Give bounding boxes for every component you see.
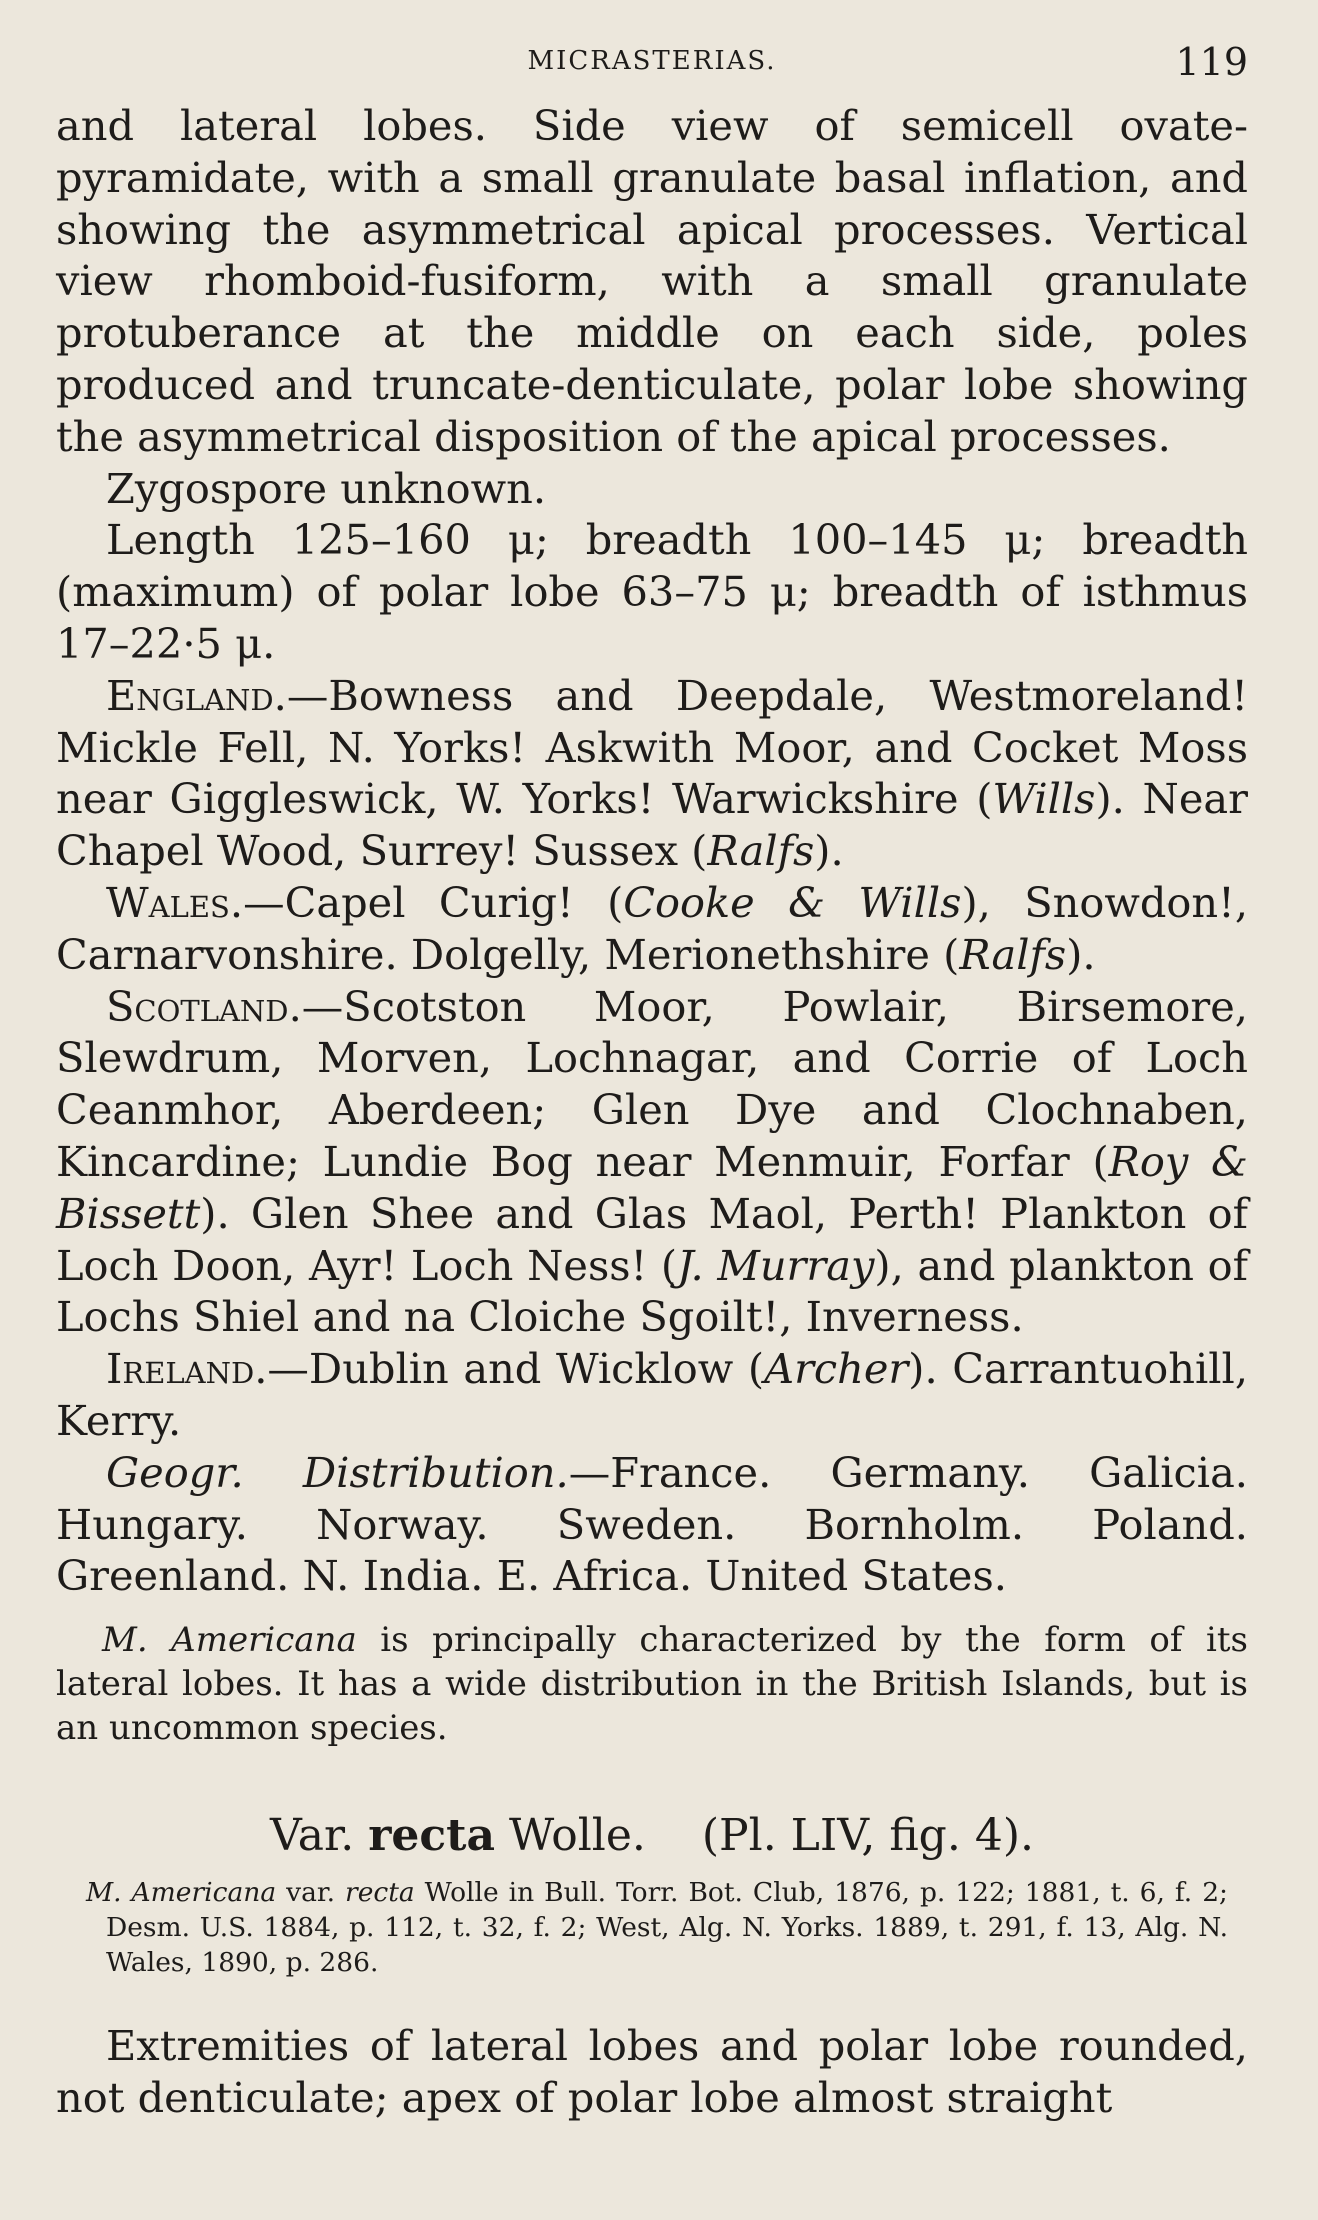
running-title: MICRASTERIAS.	[527, 46, 777, 76]
note-text: is principally characterized by the form of its lateral lobes. It has a wide distribution in the British Islands, but is an uncommon species.	[56, 1620, 1248, 1749]
measurements-paragraph: Length 125–160 μ; breadth 100–145 μ; breadth (maximum) of polar lobe 63–75 μ; breadth of isthmus 17–22·5 μ.	[56, 515, 1248, 668]
page-number: 119	[1175, 40, 1248, 84]
england-text-3: ).	[814, 826, 844, 876]
ireland-label: Ireland.	[106, 1344, 268, 1394]
wales-paragraph	[56, 877, 1248, 981]
england-authority-2: Ralfs	[707, 826, 815, 876]
geographic-distribution-label: Geogr. Distribution.	[106, 1447, 569, 1497]
england-text-2: ). Near Chapel Wood, Surrey! Sussex (	[56, 774, 1248, 876]
scotland-label: Scotland.	[106, 981, 302, 1031]
running-head	[56, 40, 1248, 100]
scotland-text-1: —Scotston Moor, Powlair, Birsemore, Slewdrum, Morven, Lochnagar, and Corrie of Loch Ceanmhor, Aberdeen; Glen Dye and Clochnaben, Kincardine; Lundie Bog near Menmuir, Forfar (	[56, 981, 1248, 1186]
synonymy-var-text: var.	[276, 1877, 346, 1909]
england-authority-1: Wills	[992, 774, 1096, 824]
variety-synonymy	[86, 1875, 1228, 1980]
note-species-name: M. Americana	[102, 1620, 357, 1661]
wales-label: Wales.	[106, 877, 244, 927]
scotland-authority-1: Roy & Bissett	[56, 1136, 1248, 1238]
england-text-1: —Bowness and Deepdale, Westmoreland! Mickle Fell, N. Yorks! Askwith Moor, and Cocket Moss near Giggleswick, W. Yorks! Warwickshire (	[56, 670, 1248, 824]
variety-heading	[56, 1810, 1248, 1861]
scotland-authority-2: J. Murray	[677, 1240, 875, 1290]
ireland-authority-1: Archer	[764, 1344, 909, 1394]
scotland-text-3: ), and plankton of Lochs Shiel and na Cloiche Sgoilt!, Inverness.	[56, 1240, 1249, 1342]
description-paragraph: and lateral lobes. Side view of semicell ovate-pyramidate, with a small granulate basal inflation, and showing the asymmetrical apical processes. Vertical view rhomboid-fusiform, with a small granulate protuberance at the middle on each side, poles produced and truncate-denticulate, polar lobe showing the asymmetrical disposition of the apical processes.	[56, 101, 1248, 461]
synonymy-species: M. Americana	[86, 1877, 277, 1909]
geographic-distribution-text: —France. Germany. Galicia. Hungary. Norway. Sweden. Bornholm. Poland. Greenland. N. India. E. Africa. United States.	[56, 1447, 1248, 1601]
variety-name: recta	[368, 1810, 495, 1862]
synonymy-var-name: recta	[345, 1877, 415, 1909]
scotland-paragraph	[56, 981, 1248, 1344]
ireland-text-2: ). Carrantuohill, Kerry.	[56, 1344, 1249, 1445]
variety-prefix: Var.	[270, 1810, 355, 1862]
variety-author: Wolle.	[509, 1810, 646, 1862]
zygospore-paragraph: Zygospore unknown.	[106, 463, 547, 513]
wales-text-3: ).	[1066, 929, 1096, 979]
synonymy-text: Wolle in Bull. Torr. Bot. Club, 1876, p. 122; 1881, t. 6, f. 2; Desm. U.S. 1884, p. 112, t. 32, f. 2; West, Alg. N. Yorks. 1889, t. 291, f. 13, Alg. N. Wales, 1890, p. 286.	[106, 1877, 1228, 1979]
wales-authority-2: Ralfs	[959, 929, 1067, 979]
england-label: England.	[106, 670, 287, 720]
species-note-paragraph	[56, 1618, 1248, 1750]
england-paragraph	[56, 670, 1248, 877]
wales-authority-1: Cooke & Wills	[623, 877, 962, 927]
variety-description: Extremities of lateral lobes and polar lobe rounded, not denticulate; apex of polar lobe almost straight	[56, 2021, 1248, 2122]
ireland-paragraph	[56, 1343, 1248, 1447]
geographic-distribution-paragraph	[56, 1447, 1248, 1602]
wales-text-2: ), Snowdon!, Carnarvonshire. Dolgelly, Merionethshire (	[56, 877, 1249, 979]
variety-plate-ref: (Pl. LIV, fig. 4).	[701, 1810, 1034, 1862]
ireland-text-1: —Dublin and Wicklow (	[267, 1344, 765, 1394]
main-text	[56, 100, 1248, 1602]
wales-text-1: —Capel Curig! (	[243, 877, 624, 927]
species-note	[56, 1618, 1248, 1750]
scotland-text-2: ). Glen Shee and Glas Maol, Perth! Plankton of Loch Doon, Ayr! Loch Ness! (	[56, 1188, 1248, 1290]
